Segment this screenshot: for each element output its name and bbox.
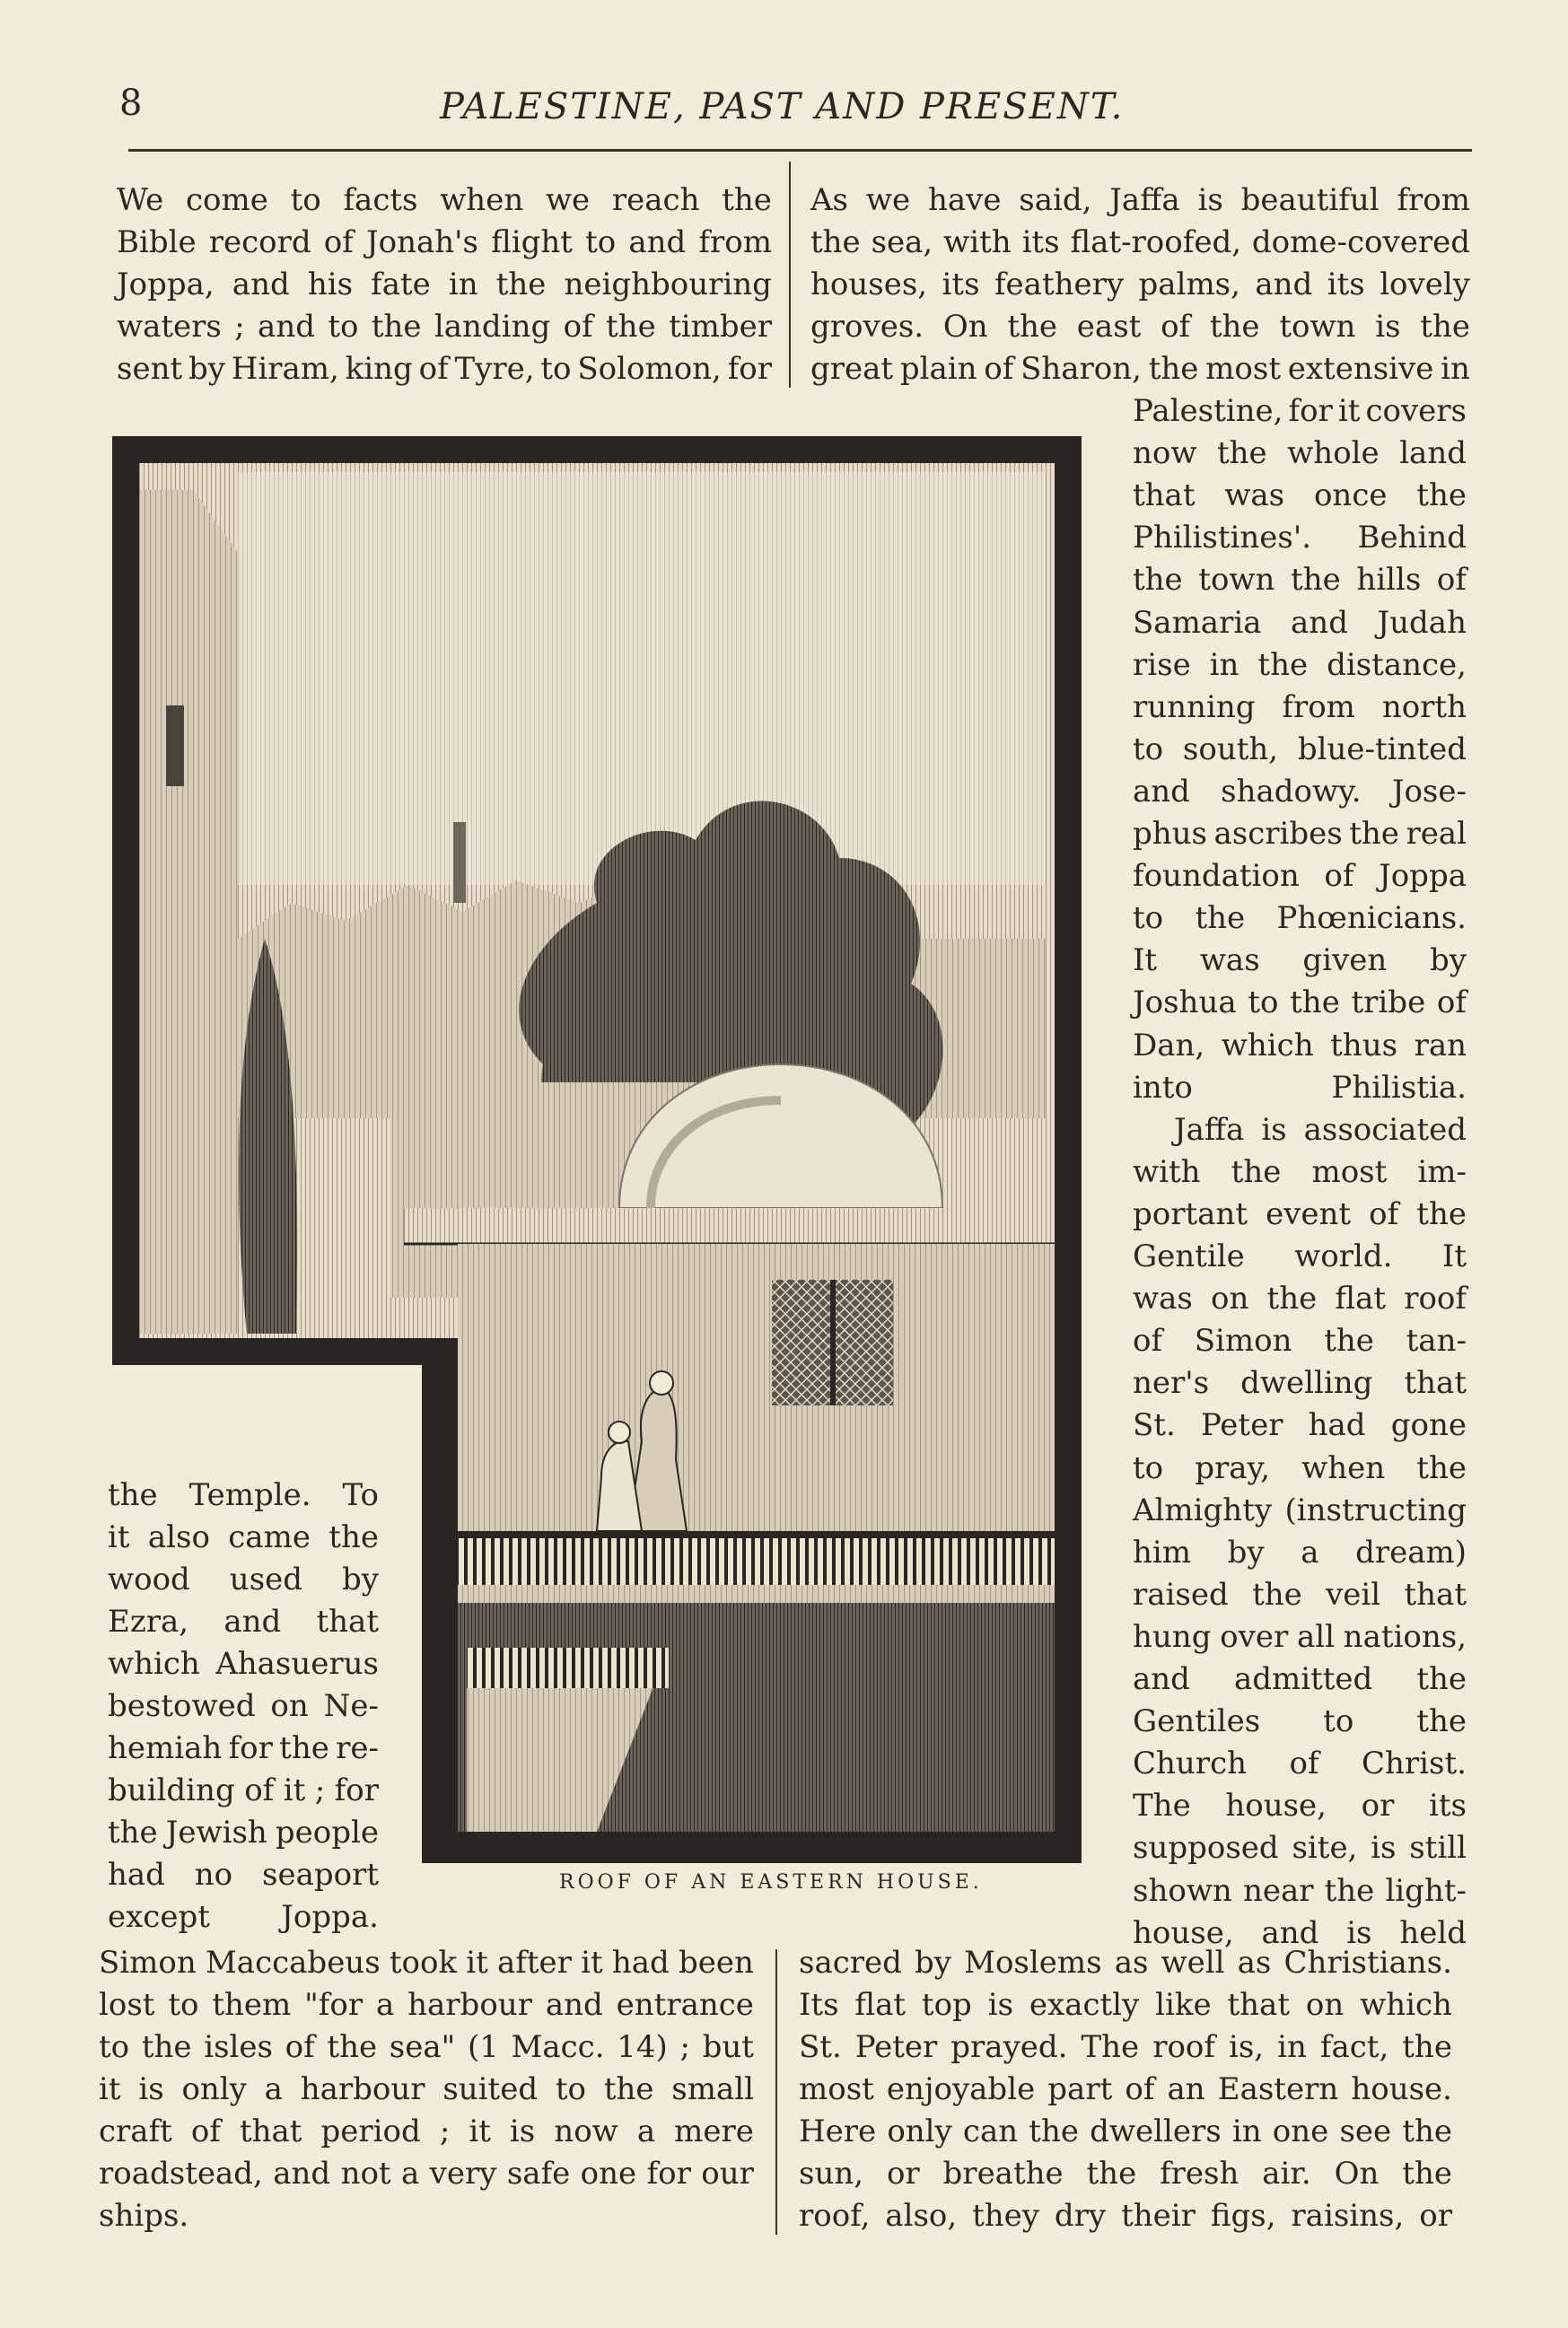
text-line: the Jewish people [108,1815,379,1851]
text-line: which Ahasuerus [108,1646,379,1682]
text-line: the sea, with its flat-roofed, dome-covered [810,224,1470,260]
text-line: roof, also, they dry their figs, raisins, or [799,2198,1452,2234]
text-line: Jaffa is associated [1174,1112,1467,1148]
text-line: houses, its feathery palms, and its lovely [810,267,1470,302]
running-title: PALESTINE, PAST AND PRESENT. [440,86,1125,127]
text-line: We come to facts when we reach the [117,182,772,218]
text-line: Simon Maccabeus took it after it had been [99,1945,754,1981]
text-line: Gentiles to the [1133,1703,1467,1739]
illustration-roof-of-eastern-house [112,436,1082,1863]
text-line: lost to them "for a harbour and entrance [99,1987,754,2023]
text-line: roadstead, and not a very safe one for our [99,2156,754,2192]
text-line: Church of Christ. [1133,1746,1467,1781]
text-line: foundation of Joppa [1133,858,1467,894]
column-divider-top [789,162,791,388]
text-line: and shadowy. Jose- [1133,774,1467,810]
text-line: to the Phœnicians. [1133,900,1467,936]
text-line: hemiah for the re- [108,1730,379,1766]
text-line: supposed site, is still [1133,1830,1467,1866]
text-line: of Simon the tan- [1133,1323,1467,1359]
text-line: portant event of the [1133,1196,1467,1232]
text-line: Philistines'. Behind [1133,520,1467,556]
text-line: raised the veil that [1133,1577,1467,1613]
column-divider-bottom [775,1949,777,2235]
text-line: the town the hills of [1133,562,1467,598]
text-line: house, and is held [1133,1915,1467,1951]
text-line: craft of that period ; it is now a mere [99,2114,754,2149]
text-line: it also came the [108,1519,379,1555]
text-line: groves. On the east of the town is the [810,309,1470,345]
text-line: Here only can the dwellers in one see the [799,2114,1452,2149]
text-line: wood used by [108,1562,379,1597]
text-line: ships. [99,2198,189,2234]
text-line: and admitted the [1133,1661,1467,1697]
text-line: Palestine, for it covers [1133,393,1467,429]
text-line: into Philistia. [1133,1070,1467,1106]
text-line: St. Peter had gone [1133,1407,1467,1443]
text-line: St. Peter prayed. The roof is, in fact, the [799,2029,1452,2065]
text-line: bestowed on Ne- [108,1688,379,1724]
text-line: sent by Hiram, king of Tyre, to Solomon, for [117,351,772,387]
header-rule [128,149,1472,152]
text-line: it is only a harbour suited to the small [99,2071,754,2107]
text-line: Samaria and Judah [1133,605,1467,641]
text-line: the Temple. To [108,1477,379,1513]
text-line: Ezra, and that [108,1604,379,1640]
text-line: building of it ; for [108,1772,379,1808]
text-line: It was given by [1133,942,1467,978]
text-line: ner's dwelling that [1133,1365,1467,1401]
text-line: running from north [1133,689,1467,725]
text-line: Dan, which thus ran [1133,1028,1467,1063]
text-line: him by a dream) [1133,1535,1467,1571]
text-line: Almighty (instructing [1133,1492,1467,1528]
text-line: to south, blue-tinted [1133,731,1467,767]
text-line: shown near the light- [1133,1873,1467,1909]
text-line: sun, or breathe the fresh air. On the [799,2156,1452,2192]
text-line: except Joppa. [108,1899,379,1935]
text-line: now the whole land [1133,435,1467,471]
text-line: that was once the [1133,477,1467,513]
text-line: As we have said, Jaffa is beautiful from [810,182,1470,218]
figure-caption: ROOF OF AN EASTERN HOUSE. [559,1871,983,1894]
text-line: had no seaport [108,1857,379,1893]
text-line: most enjoyable part of an Eastern house. [799,2071,1452,2107]
text-line: to pray, when the [1133,1450,1467,1486]
text-line: was on the flat roof [1133,1281,1467,1317]
text-line: Its flat top is exactly like that on which [799,1987,1452,2023]
text-line: rise in the distance, [1133,647,1467,683]
text-line: great plain of Sharon, the most extensive in [810,351,1470,387]
text-line: with the most im- [1133,1154,1467,1190]
page-number: 8 [119,83,143,124]
text-line: waters ; and to the landing of the timber [117,309,772,345]
text-line: Bible record of Jonah's flight to and from [117,224,772,260]
text-line: to the isles of the sea" (1 Macc. 14) ; but [99,2029,754,2065]
text-line: The house, or its [1133,1788,1467,1824]
text-line: Joppa, and his fate in the neighbouring [117,267,772,302]
text-line: Gentile world. It [1133,1238,1467,1274]
text-line: hung over all nations, [1133,1619,1467,1655]
text-line: sacred by Moslems as well as Christians. [799,1945,1452,1981]
text-line: Joshua to the tribe of [1133,985,1467,1020]
text-line: phus ascribes the real [1133,816,1467,852]
